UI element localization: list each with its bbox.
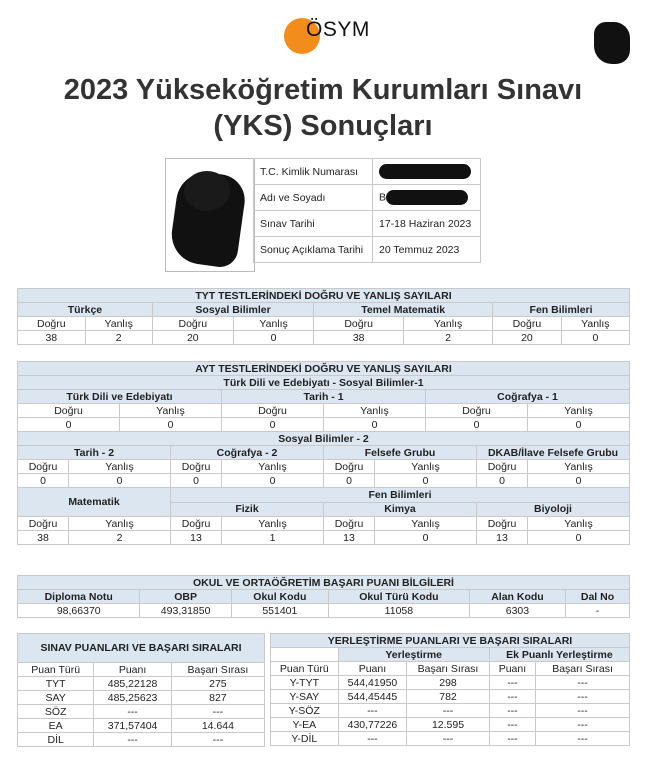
ayt-value: 0: [324, 418, 426, 432]
y-cell: ---: [489, 704, 535, 718]
result-date-value: 20 Temmuz 2023: [373, 237, 481, 263]
ayt-value: 0: [18, 418, 120, 432]
sinav-cell: TYT: [18, 677, 94, 691]
yanlis-header: Yanlış: [85, 317, 152, 331]
y-cell: ---: [338, 732, 407, 746]
tyt-title: TYT TESTLERİNDEKİ DOĞRU VE YANLIŞ SAYILARI: [18, 289, 630, 303]
dogru-header: Doğru: [426, 404, 528, 418]
y-cell: 544,45445: [338, 690, 407, 704]
ayt-section2: Sosyal Bilimler - 2: [18, 432, 630, 446]
ayt-value: 13: [324, 531, 375, 545]
okul-header: OBP: [140, 590, 231, 604]
ayt-s1-subject: Türk Dili ve Edebiyatı: [18, 390, 222, 404]
sinav-cell: 827: [171, 691, 264, 705]
okul-header: Alan Kodu: [469, 590, 565, 604]
okul-value: 493,31850: [140, 604, 231, 618]
dogru-header: Doğru: [152, 317, 233, 331]
sinav-cell: 275: [171, 677, 264, 691]
okul-value: 98,66370: [18, 604, 140, 618]
logo-text: ÖSYM: [306, 18, 370, 41]
exam-date-value: 17-18 Haziran 2023: [373, 211, 481, 237]
yerlestirme-group1: Yerleştirme: [338, 648, 489, 662]
osym-logo: [284, 12, 374, 56]
tyt-value: 0: [561, 331, 629, 345]
ayt-value: 1: [222, 531, 324, 545]
yerlestirme-header: Başarı Sırası: [536, 662, 630, 676]
ayt-value: 0: [69, 474, 171, 488]
y-cell: 430,77226: [338, 718, 407, 732]
tyt-subject: Fen Bilimleri: [493, 303, 630, 317]
ayt-value: 0: [477, 474, 528, 488]
qr-code-redacted: [594, 22, 630, 64]
ayt-value: 0: [528, 418, 630, 432]
result-date-label: Sonuç Açıklama Tarihi: [254, 237, 373, 263]
ayt-fen-subject: Fizik: [171, 502, 324, 517]
ayt-fen-header: Fen Bilimleri: [171, 488, 630, 503]
ayt-math-header: Matematik: [18, 488, 171, 517]
yanlis-header: Yanlış: [324, 404, 426, 418]
name-redaction: [386, 190, 468, 205]
sinav-puanlari-table: [17, 633, 265, 747]
tyt-value: 2: [85, 331, 152, 345]
ayt-value: 0: [120, 418, 222, 432]
y-cell: ---: [536, 704, 630, 718]
sinav-cell: 485,22128: [94, 677, 171, 691]
okul-title: OKUL VE ORTAÖĞRETİM BAŞARI PUANI BİLGİLERİ: [18, 576, 630, 590]
exam-date-label: Sınav Tarihi: [254, 211, 373, 237]
candidate-info-table: [253, 158, 481, 263]
sinav-header: Puan Türü: [18, 663, 94, 677]
sinav-cell: 14.644: [171, 719, 264, 733]
candidate-photo: [165, 158, 255, 272]
tyt-subject: Temel Matematik: [314, 303, 493, 317]
ayt-value: 0: [528, 531, 630, 545]
y-cell: ---: [489, 676, 535, 690]
tyt-value: 2: [403, 331, 492, 345]
sinav-cell: ---: [94, 705, 171, 719]
y-cell: ---: [407, 732, 490, 746]
dogru-header: Doğru: [324, 460, 375, 474]
tc-value: [373, 159, 481, 185]
name-value: [373, 185, 481, 211]
ayt-fen-subject: Biyoloji: [477, 502, 630, 517]
ayt-value: 13: [171, 531, 222, 545]
yanlis-header: Yanlış: [233, 317, 314, 331]
ayt-value: 2: [69, 531, 171, 545]
y-cell: ---: [407, 704, 490, 718]
okul-value: -: [566, 604, 630, 618]
name-partial: B: [379, 191, 387, 204]
dogru-header: Doğru: [477, 460, 528, 474]
sinav-cell: SÖZ: [18, 705, 94, 719]
y-cell: 12.595: [407, 718, 490, 732]
y-cell: ---: [536, 676, 630, 690]
sinav-title: SINAV PUANLARI VE BAŞARI SIRALARI: [18, 634, 265, 663]
tyt-value: 20: [493, 331, 562, 345]
sinav-header: Puanı: [94, 663, 171, 677]
y-cell: Y-SÖZ: [271, 704, 339, 718]
y-cell: ---: [489, 690, 535, 704]
ayt-title: AYT TESTLERİNDEKİ DOĞRU VE YANLIŞ SAYILARI: [18, 362, 630, 376]
yerlestirme-puanlari-table: [270, 633, 630, 746]
y-cell: 782: [407, 690, 490, 704]
sinav-cell: ---: [94, 733, 171, 747]
ayt-value: 0: [375, 531, 477, 545]
okul-header: Okul Kodu: [231, 590, 328, 604]
y-cell: 544,41950: [338, 676, 407, 690]
sinav-header: Başarı Sırası: [171, 663, 264, 677]
okul-value: 11058: [328, 604, 469, 618]
tyt-value: 38: [18, 331, 86, 345]
okul-table: [17, 575, 630, 618]
dogru-header: Doğru: [493, 317, 562, 331]
yanlis-header: Yanlış: [528, 517, 630, 531]
yerlestirme-title: YERLEŞTİRME PUANLARI VE BAŞARI SIRALARI: [271, 634, 630, 648]
sinav-cell: 371,57404: [94, 719, 171, 733]
okul-header: Dal No: [566, 590, 630, 604]
ayt-value: 13: [477, 531, 528, 545]
yanlis-header: Yanlış: [120, 404, 222, 418]
sinav-cell: 485,25623: [94, 691, 171, 705]
dogru-header: Doğru: [18, 460, 69, 474]
yanlis-header: Yanlış: [375, 460, 477, 474]
page-title-line1: 2023 Yükseköğretim Kurumları Sınavı: [63, 74, 583, 106]
y-cell: Y-TYT: [271, 676, 339, 690]
yanlis-header: Yanlış: [403, 317, 492, 331]
y-cell: ---: [536, 718, 630, 732]
yerlestirme-spacer: [271, 648, 339, 662]
ayt-s1-subject: Tarih - 1: [222, 390, 426, 404]
ayt-table: [17, 361, 630, 545]
y-cell: ---: [536, 732, 630, 746]
ayt-s2-subject: Tarih - 2: [18, 446, 171, 460]
ayt-value: 0: [375, 474, 477, 488]
yerlestirme-group2: Ek Puanlı Yerleştirme: [489, 648, 629, 662]
dogru-header: Doğru: [477, 517, 528, 531]
yanlis-header: Yanlış: [222, 517, 324, 531]
okul-value: 6303: [469, 604, 565, 618]
y-cell: 298: [407, 676, 490, 690]
y-cell: ---: [489, 732, 535, 746]
sinav-cell: SAY: [18, 691, 94, 705]
tyt-table: [17, 288, 630, 345]
sinav-cell: DİL: [18, 733, 94, 747]
y-cell: Y-SAY: [271, 690, 339, 704]
dogru-header: Doğru: [324, 517, 375, 531]
photo-redaction-head: [184, 171, 230, 211]
ayt-s2-subject: DKAB/İlave Felsefe Grubu: [477, 446, 630, 460]
ayt-value: 0: [18, 474, 69, 488]
dogru-header: Doğru: [18, 404, 120, 418]
name-label: Adı ve Soyadı: [254, 185, 373, 211]
yanlis-header: Yanlış: [528, 404, 630, 418]
ayt-value: 0: [222, 418, 324, 432]
ayt-section1: Türk Dili ve Edebiyatı - Sosyal Bilimler-1: [18, 376, 630, 390]
tyt-value: 38: [314, 331, 404, 345]
yerlestirme-header: Başarı Sırası: [407, 662, 490, 676]
tyt-subject: Türkçe: [18, 303, 153, 317]
ayt-fen-subject: Kimya: [324, 502, 477, 517]
okul-value: 551401: [231, 604, 328, 618]
ayt-s2-subject: Coğrafya - 2: [171, 446, 324, 460]
dogru-header: Doğru: [18, 517, 69, 531]
tc-label: T.C. Kimlik Numarası: [254, 159, 373, 185]
yerlestirme-header: Puanı: [489, 662, 535, 676]
y-cell: Y-DİL: [271, 732, 339, 746]
yanlis-header: Yanlış: [375, 517, 477, 531]
okul-header: Diploma Notu: [18, 590, 140, 604]
yerlestirme-header: Puan Türü: [271, 662, 339, 676]
dogru-header: Doğru: [314, 317, 404, 331]
ayt-s2-subject: Felsefe Grubu: [324, 446, 477, 460]
ayt-value: 0: [171, 474, 222, 488]
ayt-value: 38: [18, 531, 69, 545]
ayt-value: 0: [426, 418, 528, 432]
y-cell: ---: [536, 690, 630, 704]
yanlis-header: Yanlış: [528, 460, 630, 474]
sinav-cell: ---: [171, 733, 264, 747]
yanlis-header: Yanlış: [561, 317, 629, 331]
ayt-value: 0: [324, 474, 375, 488]
tyt-value: 0: [233, 331, 314, 345]
sinav-cell: EA: [18, 719, 94, 733]
dogru-header: Doğru: [18, 317, 86, 331]
dogru-header: Doğru: [171, 517, 222, 531]
yerlestirme-header: Puanı: [338, 662, 407, 676]
y-cell: ---: [338, 704, 407, 718]
okul-header: Okul Türü Kodu: [328, 590, 469, 604]
y-cell: ---: [489, 718, 535, 732]
yanlis-header: Yanlış: [69, 517, 171, 531]
sinav-cell: ---: [171, 705, 264, 719]
ayt-value: 0: [222, 474, 324, 488]
y-cell: Y-EA: [271, 718, 339, 732]
ayt-s1-subject: Coğrafya - 1: [426, 390, 630, 404]
yanlis-header: Yanlış: [69, 460, 171, 474]
tyt-subject: Sosyal Bilimler: [152, 303, 314, 317]
yanlis-header: Yanlış: [222, 460, 324, 474]
tyt-value: 20: [152, 331, 233, 345]
page-title-line2: (YKS) Sonuçları: [213, 110, 433, 142]
dogru-header: Doğru: [222, 404, 324, 418]
ayt-value: 0: [528, 474, 630, 488]
tc-redaction: [379, 164, 471, 179]
dogru-header: Doğru: [171, 460, 222, 474]
